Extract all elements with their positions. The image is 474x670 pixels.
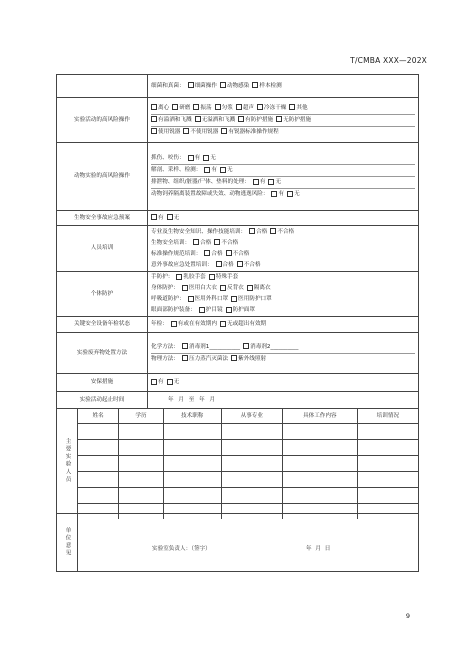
row-options	[148, 98, 419, 143]
option-prefix: 身体防护：	[151, 285, 179, 291]
option-label: 无	[226, 167, 233, 173]
row-training	[57, 226, 419, 272]
staff-cell[interactable]	[163, 472, 221, 488]
option-prefix: 化学方法：	[151, 343, 179, 350]
checkbox[interactable]	[167, 214, 173, 220]
option-line	[151, 213, 415, 224]
staff-cell[interactable]	[221, 472, 282, 488]
option-line	[151, 319, 415, 330]
option-label: 无	[294, 191, 300, 197]
option-label: 其他	[296, 104, 308, 111]
row-options	[148, 317, 419, 333]
row-unit-opinion	[57, 514, 419, 572]
checkbox[interactable]	[226, 250, 232, 256]
option-label: 合格	[211, 250, 223, 257]
staff-cell[interactable]	[282, 472, 357, 488]
checkbox[interactable]	[204, 167, 210, 173]
checkbox[interactable]	[188, 155, 194, 161]
checkbox[interactable]	[271, 191, 277, 197]
row-label: 安保措施	[57, 374, 148, 392]
option-label: 无防护措施	[283, 116, 312, 123]
staff-header-cell: 具体工作内容	[282, 409, 357, 424]
row-options	[148, 143, 419, 211]
row-main-staff	[57, 409, 419, 514]
option-label: 不合格	[243, 261, 261, 268]
option-label: 紫外线照射	[238, 355, 267, 362]
option-prefix: 呼吸道防护：	[151, 296, 185, 302]
option-label: 有	[278, 191, 285, 197]
option-line	[151, 176, 415, 188]
checkbox[interactable]	[183, 128, 189, 134]
row-high-risk-operations	[57, 98, 419, 143]
checkbox[interactable]	[253, 179, 259, 185]
checkbox[interactable]	[182, 285, 188, 291]
option-prefix: 年检：	[151, 321, 168, 327]
signature-date[interactable]: 年 月 日	[306, 546, 331, 552]
staff-cell[interactable]	[357, 424, 418, 440]
checkbox[interactable]	[204, 250, 210, 256]
option-label: 研磨	[179, 104, 191, 111]
checkbox[interactable]	[247, 285, 253, 291]
staff-cell[interactable]	[163, 440, 221, 456]
row-label: 生物安全事故应急预案	[57, 211, 148, 226]
option-line	[151, 188, 415, 200]
option-line	[151, 81, 415, 92]
staff-row	[78, 440, 418, 456]
option-label: 医用外科口罩	[194, 296, 229, 302]
staff-cell[interactable]	[221, 488, 282, 504]
option-label: 有	[211, 167, 217, 173]
checkbox[interactable]	[215, 104, 221, 110]
checkbox[interactable]	[231, 296, 237, 302]
option-label: 无或超出有效期	[226, 321, 267, 327]
option-label: 合格	[200, 239, 212, 246]
staff-cell[interactable]	[78, 424, 119, 440]
row-label: 动物实验的高风险操作	[57, 143, 148, 211]
option-label: 隔离衣	[253, 285, 271, 291]
checkbox[interactable]	[182, 343, 188, 349]
option-label: 特殊手套	[215, 274, 239, 280]
staff-header-cell: 姓名	[78, 409, 119, 424]
staff-cell[interactable]	[282, 456, 357, 472]
checkbox[interactable]	[249, 228, 255, 234]
checkbox[interactable]	[216, 261, 222, 267]
option-prefix: 标准操作规范培训：	[151, 250, 202, 257]
staff-row	[78, 488, 418, 504]
checkbox[interactable]	[172, 104, 178, 110]
option-label: 医用白大衣	[188, 285, 217, 291]
staff-cell[interactable]	[221, 456, 282, 472]
checkbox[interactable]	[221, 128, 227, 134]
option-label: 无	[275, 179, 282, 185]
checkbox[interactable]	[214, 239, 220, 245]
row-label: 个体防护	[57, 272, 148, 317]
checkbox[interactable]	[188, 82, 194, 88]
staff-cell[interactable]	[282, 440, 357, 456]
option-label: 有锐器标准操作规程	[228, 128, 279, 135]
option-label: 动物感染	[226, 82, 250, 89]
checkbox[interactable]	[193, 239, 199, 245]
option-label: 反背衣	[226, 285, 244, 291]
checkbox[interactable]	[220, 167, 226, 173]
option-label: 医用防护口罩	[238, 296, 272, 302]
option-label: 有	[194, 155, 201, 161]
staff-row	[78, 472, 418, 488]
option-label: 乳胶手套	[183, 274, 206, 280]
row-label	[57, 75, 148, 98]
checkbox[interactable]	[243, 343, 249, 349]
checkbox[interactable]	[171, 321, 177, 327]
row-ppe	[57, 272, 419, 317]
checkbox[interactable]	[231, 355, 237, 361]
checkbox[interactable]	[270, 228, 276, 234]
option-label: 冷冻干燥	[264, 104, 287, 111]
option-prefix: 手防护：	[151, 274, 174, 280]
checkbox[interactable]	[167, 379, 173, 385]
staff-cell[interactable]	[119, 424, 164, 440]
staff-cell[interactable]	[119, 456, 164, 472]
option-label: 不合格	[232, 250, 250, 257]
staff-header-cell: 培训情况	[357, 409, 418, 424]
staff-row	[78, 456, 418, 472]
checkbox[interactable]	[151, 128, 157, 134]
option-prefix: 眼面部防护装备：	[151, 307, 196, 313]
option-line	[151, 238, 415, 249]
row-label: 实验活动起止时间	[57, 392, 148, 409]
option-line	[151, 272, 415, 283]
option-label: 振荡	[200, 104, 212, 111]
option-label: 合格	[222, 261, 234, 268]
staff-header-cell: 从事专业	[221, 409, 282, 424]
row-label: 关键安全设备年检状态	[57, 317, 148, 333]
option-line	[151, 126, 415, 138]
option-line	[151, 227, 415, 238]
row-options	[148, 333, 419, 374]
checkbox[interactable]	[220, 82, 226, 88]
option-label: 不合格	[221, 239, 239, 246]
signature-line[interactable]: 实验室负责人：（签字）	[152, 546, 211, 552]
row-security	[57, 374, 419, 392]
option-label: 有防护措施	[245, 116, 274, 123]
staff-cell[interactable]	[163, 424, 221, 440]
option-label: 有溢洒和飞溅	[158, 116, 192, 123]
option-label: 防护面罩	[232, 307, 255, 313]
row-label: 人员培训	[57, 226, 148, 272]
option-label: 有	[259, 179, 266, 185]
option-label: 消毒剂1___________	[188, 343, 241, 350]
staff-cell[interactable]	[119, 472, 164, 488]
option-prefix: 物理方法：	[151, 355, 179, 362]
option-label: 使用锐器	[158, 128, 181, 135]
checkbox[interactable]	[195, 116, 201, 122]
staff-cell[interactable]	[119, 488, 164, 504]
option-prefix: 解剖、采样、检测：	[151, 167, 202, 173]
page-number: 9	[405, 612, 410, 620]
option-label: 不合格	[277, 228, 295, 235]
checkbox[interactable]	[238, 116, 244, 122]
row-animal-high-risk	[57, 143, 419, 211]
option-prefix: 抓伤、咬伤：	[151, 155, 185, 161]
option-line	[151, 153, 415, 164]
checkbox[interactable]	[287, 191, 293, 197]
staff-cell[interactable]	[357, 456, 418, 472]
staff-cell[interactable]	[357, 440, 418, 456]
checkbox[interactable]	[203, 155, 209, 161]
document-code: T/CMBA XXX—202X	[350, 56, 427, 65]
staff-header-cell: 学历	[119, 409, 164, 424]
option-label: 无溢洒和飞溅	[201, 116, 236, 123]
checkbox[interactable]	[276, 116, 282, 122]
option-label: 超声	[242, 104, 255, 111]
option-label: 压力蒸汽灭菌法	[188, 355, 229, 362]
option-line	[151, 114, 415, 126]
option-line	[151, 103, 415, 114]
option-prefix: 意外事故应急处置培训：	[151, 261, 213, 268]
checkbox[interactable]	[289, 104, 295, 110]
checkbox[interactable]	[193, 104, 199, 110]
staff-cell[interactable]	[163, 456, 221, 472]
option-prefix: 排泄物、组织/脏器/尸体、垫料的处理：	[151, 179, 250, 185]
checkbox[interactable]	[236, 104, 242, 110]
option-prefix: 动物饲养隔离装置故障或失效、动物逃逸风险：	[151, 191, 269, 197]
option-prefix: 细菌和真菌：	[151, 82, 185, 89]
option-label: 样本检测	[259, 82, 282, 89]
option-line	[151, 305, 415, 316]
checkbox[interactable]	[237, 261, 243, 267]
staff-cell[interactable]	[221, 440, 282, 456]
option-line	[151, 353, 415, 365]
risk-assessment-form	[56, 74, 419, 572]
row-options	[148, 226, 419, 272]
checkbox[interactable]	[151, 379, 157, 385]
checkbox[interactable]	[209, 274, 215, 280]
checkbox[interactable]	[182, 355, 188, 361]
row-options	[148, 272, 419, 317]
checkbox[interactable]	[220, 321, 226, 327]
checkbox[interactable]	[188, 296, 194, 302]
checkbox[interactable]	[199, 307, 205, 313]
option-line	[151, 260, 415, 271]
opinion-label: 单位意见	[57, 514, 78, 571]
checkbox[interactable]	[257, 104, 263, 110]
row-options	[148, 75, 419, 98]
row-options	[148, 211, 419, 226]
checkbox[interactable]	[220, 285, 226, 291]
staff-cell[interactable]	[221, 424, 282, 440]
option-label: 有或在有效期内	[177, 321, 217, 327]
staff-label: 主要实验人员	[57, 409, 78, 513]
option-label: 无	[173, 214, 180, 221]
checkbox[interactable]	[151, 214, 157, 220]
staff-cell[interactable]	[357, 472, 418, 488]
checkbox[interactable]	[151, 104, 157, 110]
option-line	[151, 249, 415, 260]
option-label: 无	[210, 155, 216, 161]
staff-cell[interactable]	[78, 440, 119, 456]
checkbox[interactable]	[176, 274, 182, 280]
checkbox[interactable]	[151, 116, 157, 122]
staff-header-cell: 技术职称	[163, 409, 221, 424]
option-label: 不使用锐器	[190, 128, 219, 135]
staff-row	[78, 424, 418, 440]
option-label: 合格	[256, 228, 268, 235]
option-prefix: 专业及生物安全知识、操作技能培训：	[151, 228, 247, 235]
option-label: 离心	[158, 104, 170, 111]
option-label: 有	[158, 214, 164, 221]
option-label: 护目镜	[205, 307, 223, 313]
row-label: 实验活动的高风险操作	[57, 98, 148, 143]
row-label: 实验废弃物处置方法	[57, 333, 148, 374]
row-activity-period	[57, 392, 419, 409]
row-equipment-inspection	[57, 317, 419, 333]
checkbox[interactable]	[268, 179, 274, 185]
activity-period-value: 年 月 至 年 月	[148, 392, 419, 409]
option-line	[151, 377, 415, 388]
option-label: 有	[158, 379, 164, 385]
staff-cell[interactable]	[357, 488, 418, 504]
option-label: 匀浆	[221, 104, 233, 111]
checkbox[interactable]	[252, 82, 258, 88]
option-label: 无	[173, 379, 180, 385]
checkbox[interactable]	[226, 307, 232, 313]
row-emergency-plan	[57, 211, 419, 226]
option-prefix: 生物安全培训：	[151, 239, 191, 246]
staff-cell[interactable]	[78, 472, 119, 488]
option-line	[151, 164, 415, 176]
row-options	[148, 374, 419, 392]
option-label: 消毒剂2__________	[250, 343, 299, 350]
option-line	[151, 342, 415, 353]
row-waste-disposal	[57, 333, 419, 374]
staff-table	[78, 409, 418, 519]
staff-cell[interactable]	[282, 488, 357, 504]
option-label: 细菌操作	[194, 82, 217, 89]
staff-cell[interactable]	[282, 424, 357, 440]
staff-cell[interactable]	[78, 456, 119, 472]
staff-cell[interactable]	[119, 440, 164, 456]
option-line	[151, 283, 415, 294]
staff-cell[interactable]	[78, 488, 119, 504]
option-line	[151, 294, 415, 305]
row-bacteria-fungi	[57, 75, 419, 98]
staff-cell[interactable]	[163, 488, 221, 504]
